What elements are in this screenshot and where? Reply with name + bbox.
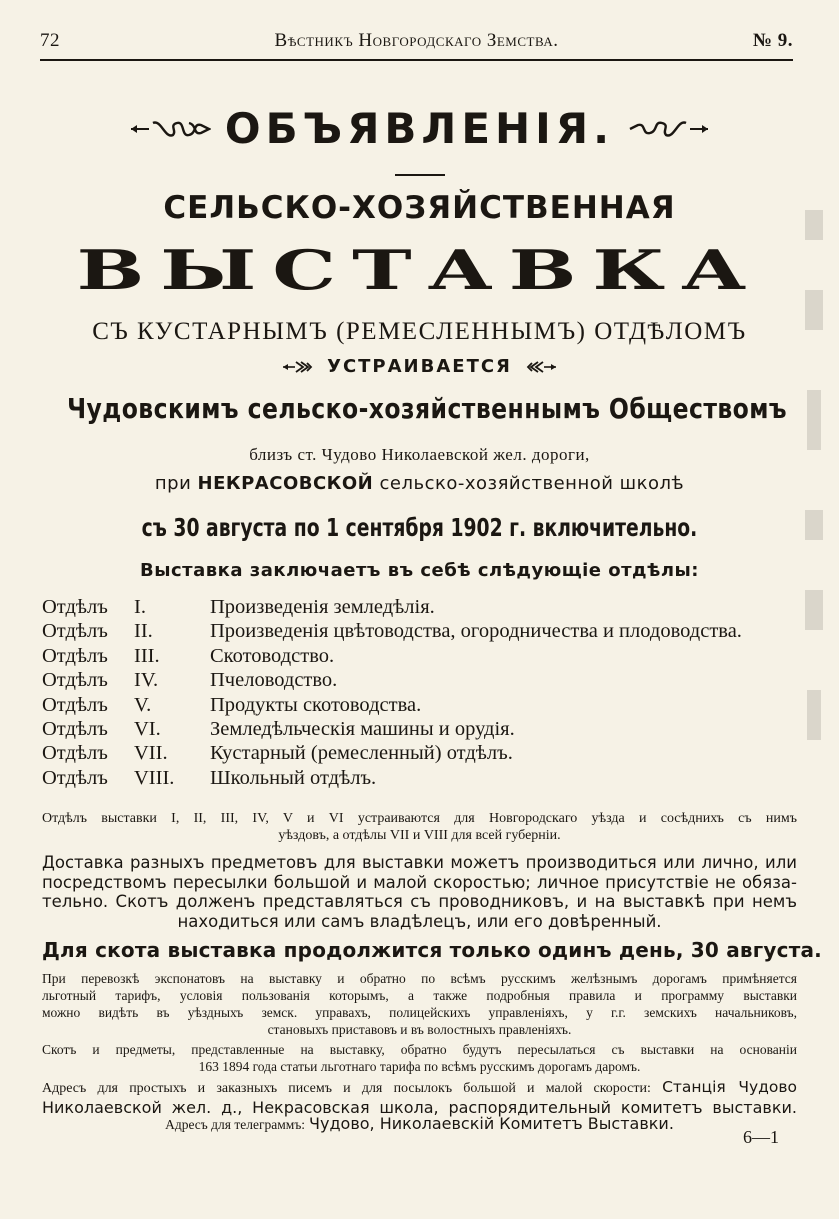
- organized-label: УСТРАИВАЕТСЯ: [327, 356, 512, 377]
- list-item: [42, 694, 802, 718]
- organizer-society: Чудовскимъ сельско-хозяйственнымъ Обществомъ: [67, 392, 788, 425]
- running-header: [40, 30, 793, 56]
- list-item: [42, 742, 802, 766]
- page-number: 72: [40, 30, 60, 51]
- delivery-paragraph: [42, 853, 797, 931]
- dept-text: Земледѣльческія машины и орудія.: [210, 717, 515, 740]
- dept-number: II.: [134, 620, 153, 643]
- dept-word: Отдѣлъ: [42, 766, 108, 789]
- dept-number: I.: [134, 596, 146, 618]
- dept-word: Отдѣлъ: [42, 669, 108, 692]
- exhibition-dates: съ 30 августа по 1 сентября 1902 г. включительно.: [141, 513, 698, 542]
- dept-number: VIII.: [134, 766, 175, 789]
- paragraph-line: можно видѣть въ уѣздныхъ земск. управахъ, полицейскихъ управленіяхъ, у г.г. земскихъ начальниковъ,: [42, 1005, 797, 1020]
- dept-word: Отдѣлъ: [42, 620, 108, 643]
- paragraph-line: находиться или самъ владѣлецъ, или его довѣренный.: [177, 911, 662, 931]
- list-item: [42, 645, 802, 669]
- dept-word: Отдѣлъ: [42, 717, 108, 740]
- bleed-through-texture: [795, 90, 835, 810]
- paragraph-line: Скотъ и предметы, представленные на выставку, обратно будутъ пересылаться съ выставки на основаніи: [42, 1042, 797, 1057]
- dept-text: Школьный отдѣлъ.: [210, 766, 377, 789]
- list-item: [42, 767, 802, 791]
- postal-address-label: Адресъ для простыхъ и заказныхъ писемъ и для посылокъ большой и малой скорости:: [42, 1081, 651, 1096]
- dept-word: Отдѣлъ: [42, 644, 108, 667]
- list-item: [42, 620, 802, 644]
- paragraph-line: При перевозкѣ экспонатовъ на выставку и обратно по всѣмъ русскимъ желѣзнымъ дорогамъ примѣняется: [42, 971, 797, 986]
- dept-text: Продукты скотоводства.: [210, 693, 422, 716]
- postal-address-line: [42, 1078, 797, 1098]
- school-suffix: сельско-хозяйственной школѣ: [379, 473, 685, 494]
- paragraph-line: Доставка разныхъ предметовъ для выставки можетъ производиться или лично, или: [42, 853, 797, 872]
- paragraph-line: тельно. Скотъ долженъ представляться съ проводниковъ, и на выставкѣ при немъ: [42, 892, 797, 911]
- list-item: [42, 669, 802, 693]
- location-line: близъ ст. Чудово Николаевской жел. дороги,: [249, 445, 590, 464]
- journal-title: Вѣстникъ Новгородскаго Земства.: [274, 30, 559, 51]
- left-ornament-icon: [131, 119, 211, 139]
- dept-word: Отдѣлъ: [42, 596, 108, 618]
- dept-text: Произведенія земледѣлія.: [210, 596, 435, 618]
- postal-address-line: Николаевской жел. д., Некрасовская школа, распорядительный комитетъ выставки.: [42, 1098, 797, 1117]
- small-right-ornament-icon: [526, 360, 556, 374]
- list-item: [42, 718, 802, 742]
- paragraph-line: льготный тарифъ, условія пользованія которымъ, а также подробныя правила и программу выставки: [42, 988, 797, 1003]
- dept-number: V.: [134, 693, 152, 716]
- dept-text: Произведенія цвѣтоводства, огородничества и плодоводства.: [210, 620, 742, 643]
- issue-number: № 9.: [752, 30, 793, 51]
- organized-line: [0, 356, 839, 377]
- dept-word: Отдѣлъ: [42, 742, 108, 765]
- departments-scope-note: [42, 810, 797, 844]
- school-name: НЕКРАСОВСКОЙ: [197, 473, 374, 494]
- list-item: [42, 596, 802, 620]
- print-mark: 6—1: [743, 1127, 779, 1147]
- paragraph-line: посредствомъ пересылки большой и малой скоростью; личное присутствіе не обяза-: [42, 872, 797, 892]
- dept-number: III.: [134, 644, 160, 667]
- right-ornament-icon: [628, 119, 708, 139]
- dept-text: Скотоводство.: [210, 644, 335, 667]
- paragraph-line: становыхъ приставовъ и въ волостныхъ правленіяхъ.: [267, 1022, 572, 1037]
- exhibition-subtitle: СЪ КУСТАРНЫМЪ (РЕМЕСЛЕННЫМЪ) ОТДѢЛОМЪ: [92, 318, 747, 345]
- school-prefix: при: [154, 473, 192, 494]
- dept-number: VII.: [134, 742, 168, 765]
- header-rule: [40, 59, 793, 61]
- paragraph-line: 163 1894 года статьи льготнаго тарифа по всѣмъ русскимъ дорогамъ даромъ.: [198, 1059, 641, 1074]
- exhibition-heading: ВЫСТАВКА: [76, 238, 763, 303]
- title-divider: [395, 174, 445, 176]
- announcements-title-row: [0, 104, 839, 154]
- dept-text: Пчеловодство.: [210, 669, 338, 692]
- return-paragraph: [42, 1041, 797, 1075]
- postal-address: [42, 1078, 797, 1117]
- telegram-value: Чудово, Николаевскій Комитетъ Выставки.: [309, 1114, 674, 1133]
- telegram-label: Адресъ для телеграммъ:: [165, 1117, 306, 1132]
- departments-list: [42, 596, 802, 791]
- scope-note-line: уѣздовъ, а отдѣлы VII и VIII для всей губерніи.: [278, 828, 561, 843]
- telegram-address: [42, 1114, 797, 1134]
- school-line: [0, 473, 839, 494]
- tariff-paragraph: [42, 970, 797, 1038]
- dept-number: IV.: [134, 669, 159, 692]
- dept-text: Кустарный (ремесленный) отдѣлъ.: [210, 742, 513, 765]
- exhibition-type: СЕЛЬСКО-ХОЗЯЙСТВЕННАЯ: [163, 190, 676, 226]
- announcements-title: ОБЪЯВЛЕНІЯ.: [224, 104, 615, 153]
- station-name: Станція Чудово: [662, 1078, 797, 1096]
- small-left-ornament-icon: [283, 360, 313, 374]
- departments-intro: Выставка заключаетъ въ себѣ слѣдующіе отдѣлы:: [139, 560, 699, 581]
- scope-note-line: Отдѣлъ выставки I, II, III, IV, V и VI устраиваются для Новгородскаго уѣзда и сосѣднихъ съ нимъ: [42, 811, 797, 826]
- dept-word: Отдѣлъ: [42, 693, 108, 716]
- dept-number: VI.: [134, 717, 161, 740]
- livestock-notice: Для скота выставка продолжится только одинъ день, 30 августа.: [42, 938, 822, 962]
